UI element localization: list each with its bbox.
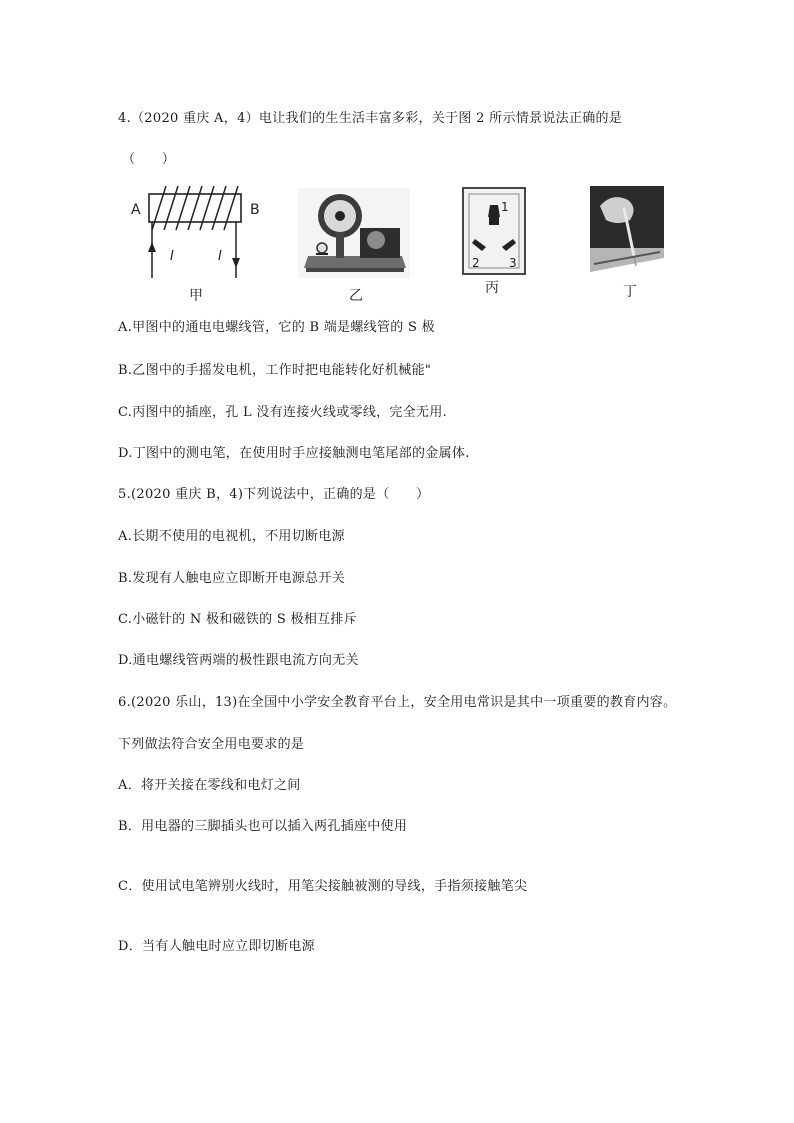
figure-label-bing: 丙 xyxy=(485,280,499,296)
q5-option-c: C.小磁针的 N 极和磁铁的 S 极相互排斥 xyxy=(118,612,358,627)
socket-hole-1: 1 xyxy=(501,200,509,214)
q4-answer-paren: （ ） xyxy=(122,152,176,167)
socket-hole-2: 2 xyxy=(472,256,480,270)
figure-ding-test-pen xyxy=(590,186,664,276)
figure-jia-solenoid xyxy=(128,186,268,286)
figure-label-jia: 甲 xyxy=(189,288,203,304)
q4-stem: 4.（2020 重庆 A，4）电让我们的生生活丰富多彩，关于图 2 所示情景说法正确的是 xyxy=(118,111,623,126)
q5-option-a: A.长期不使用的电视机，不用切断电源 xyxy=(118,529,345,544)
q6-option-d: D．当有人触电时应立即切断电源 xyxy=(118,939,315,954)
q5-stem: 5.(2020 重庆 B，4)下列说法中，正确的是（ ） xyxy=(118,487,430,502)
q4-option-a: A.甲图中的通电电螺线管，它的 B 端是螺线管的 S 极 xyxy=(118,320,435,335)
test-pen-diagram xyxy=(590,186,664,276)
q4-option-c: C.丙图中的插座，孔 L 没有连接火线或零线，完全无用. xyxy=(118,405,448,420)
socket-hole-3: 3 xyxy=(509,256,517,270)
figure-label-yi: 乙 xyxy=(349,288,363,304)
q4-option-d: D.丁图中的测电笔，在使用时手应接触测电笔尾部的金属体. xyxy=(118,446,470,461)
solenoid-end-a: A xyxy=(131,202,141,218)
q6-option-c: C．使用试电笔辨别火线时，用笔尖接触被测的导线，手指须接触笔尖 xyxy=(118,879,528,894)
figure-bing-socket xyxy=(462,187,526,275)
q5-option-d: D.通电螺线管两端的极性跟电流方向无关 xyxy=(118,653,359,668)
figure-yi-generator xyxy=(298,188,410,278)
q5-option-b: B.发现有人触电应立即断开电源总开关 xyxy=(118,571,346,586)
solenoid-diagram xyxy=(128,186,268,286)
current-label-left: I xyxy=(170,249,174,264)
current-label-right: I xyxy=(218,249,222,264)
figure-label-ding: 丁 xyxy=(623,284,637,300)
q6-stem-continued: 下列做法符合安全用电要求的是 xyxy=(118,737,305,752)
solenoid-end-b: B xyxy=(250,202,260,218)
socket-diagram xyxy=(462,187,526,275)
q6-option-a: A．将开关接在零线和电灯之间 xyxy=(118,778,301,793)
q6-stem: 6.(2020 乐山，13)在全国中小学安全教育平台上，安全用电常识是其中一项重要的教育内容。 xyxy=(118,695,677,710)
q6-option-b: B．用电器的三脚插头也可以插入两孔插座中使用 xyxy=(118,819,408,834)
q4-option-b: B.乙图中的手摇发电机，工作时把电能转化好机械能" xyxy=(118,363,432,378)
generator-diagram xyxy=(298,188,410,278)
